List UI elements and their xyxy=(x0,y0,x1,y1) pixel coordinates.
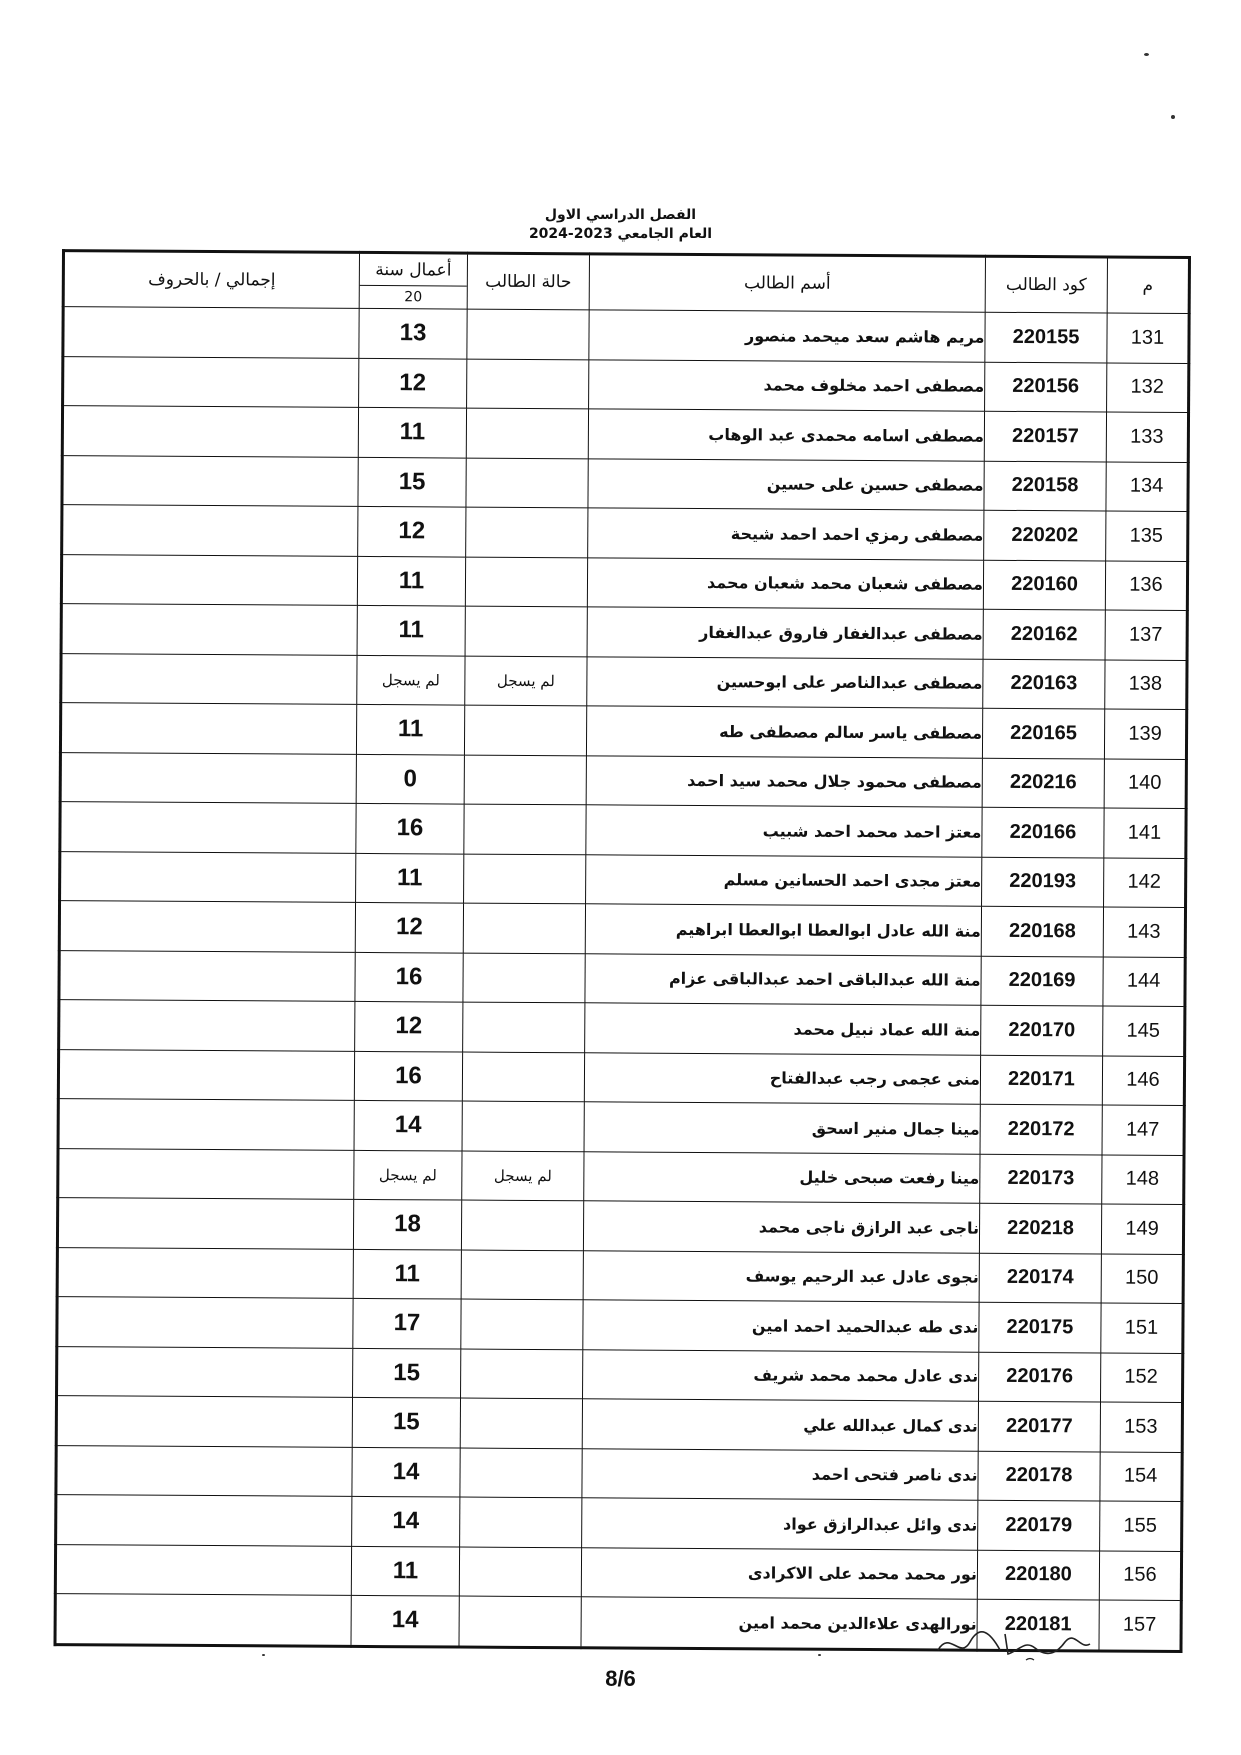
student-code: 220168 xyxy=(981,906,1103,956)
table-row xyxy=(62,406,1188,462)
student-status xyxy=(467,309,589,359)
student-code: 220177 xyxy=(978,1401,1100,1451)
page-number: 8/6 xyxy=(605,1666,636,1691)
year-work-score: لم يسجل xyxy=(354,1150,462,1200)
table-row xyxy=(58,1148,1184,1204)
total-in-words xyxy=(58,1049,354,1100)
total-in-words xyxy=(56,1396,352,1447)
student-name: منة الله عماد نبيل محمد xyxy=(585,1003,981,1055)
year-work-score: 12 xyxy=(358,506,466,556)
total-in-words xyxy=(57,1247,353,1298)
total-in-words xyxy=(58,1148,354,1199)
row-index: 145 xyxy=(1103,1006,1185,1056)
table-row xyxy=(56,1396,1182,1452)
student-name: مصطفى حسين على حسين xyxy=(588,458,984,510)
year-work-score: 11 xyxy=(356,704,464,754)
student-name: ندى طه عبدالحميد احمد امين xyxy=(583,1300,979,1352)
student-name: مينا رفعت صبحى خليل xyxy=(584,1151,980,1203)
year-work-score: 12 xyxy=(355,1001,463,1051)
row-index: 136 xyxy=(1105,560,1187,610)
year-work-score: 14 xyxy=(352,1496,460,1546)
student-name: معتز مجدى احمد الحسانين مسلم xyxy=(586,854,982,906)
year-work-label: أعمال سنة xyxy=(360,254,467,286)
total-in-words xyxy=(55,1594,351,1646)
year-work-score: 11 xyxy=(357,556,465,606)
table-row xyxy=(59,1000,1185,1056)
total-in-words xyxy=(61,604,357,655)
academic-year: العام الجامعي 2023-2024 xyxy=(528,226,713,242)
year-work-score: 11 xyxy=(356,853,464,903)
table-header-row xyxy=(63,251,1189,314)
row-index: 144 xyxy=(1103,956,1185,1006)
row-index: 143 xyxy=(1103,907,1185,957)
student-status xyxy=(463,903,585,953)
student-status xyxy=(459,1596,581,1647)
table-row xyxy=(59,901,1185,957)
row-index: 134 xyxy=(1106,461,1188,511)
table-row xyxy=(58,1099,1184,1155)
column-header-year-work xyxy=(359,252,467,309)
student-name: مصطفى عبدالناصر على ابوحسين xyxy=(587,656,983,708)
student-code: 220179 xyxy=(978,1500,1100,1550)
table-row xyxy=(60,851,1186,907)
year-work-score: 15 xyxy=(353,1348,461,1398)
total-in-words xyxy=(59,901,355,952)
row-index: 155 xyxy=(1100,1501,1182,1551)
total-in-words xyxy=(57,1346,353,1397)
student-code: 220181 xyxy=(977,1599,1099,1650)
row-index: 146 xyxy=(1102,1055,1184,1105)
year-work-max: 20 xyxy=(404,288,423,305)
student-name: ناجى عبد الرازق ناجى محمد xyxy=(583,1201,979,1253)
total-in-words xyxy=(61,554,357,605)
student-status xyxy=(464,804,586,854)
row-index: 147 xyxy=(1102,1105,1184,1155)
total-in-words xyxy=(60,703,356,754)
year-work-score: 16 xyxy=(356,803,464,853)
student-code: 220193 xyxy=(982,857,1104,907)
table-row xyxy=(63,356,1189,412)
total-in-words xyxy=(56,1445,352,1496)
year-work-score: 0 xyxy=(356,754,464,804)
row-index: 149 xyxy=(1101,1204,1183,1254)
column-header-code: كود الطالب xyxy=(985,256,1107,313)
student-name: نجوى عادل عبد الرحيم يوسف xyxy=(583,1250,979,1302)
table-row xyxy=(58,1049,1184,1105)
student-code: 220160 xyxy=(983,560,1105,610)
student-name: مصطفى شعبان محمد شعبان محمد xyxy=(587,557,983,609)
student-status xyxy=(460,1448,582,1498)
student-status xyxy=(467,359,589,409)
student-code: 220176 xyxy=(979,1352,1101,1402)
student-status xyxy=(463,1002,585,1052)
student-status xyxy=(466,408,588,458)
student-status xyxy=(464,755,586,805)
student-name: ندى كمال عبدالله علي xyxy=(582,1399,978,1451)
student-status xyxy=(466,458,588,508)
total-in-words xyxy=(55,1544,351,1595)
student-code: 220155 xyxy=(985,312,1107,362)
total-in-words xyxy=(61,653,357,704)
year-work-score: 11 xyxy=(351,1546,459,1596)
student-status xyxy=(465,557,587,607)
student-code: 220166 xyxy=(982,807,1104,857)
student-name: ندى عادل محمد محمد شريف xyxy=(583,1349,979,1401)
scan-speck xyxy=(1171,115,1175,119)
student-code: 220172 xyxy=(980,1104,1102,1154)
table-row xyxy=(62,455,1188,511)
year-work-score: 12 xyxy=(355,902,463,952)
table-row xyxy=(63,307,1189,363)
student-status: لم يسجل xyxy=(462,1151,584,1201)
student-name: نور محمد محمد على الاكرادى xyxy=(581,1547,977,1599)
row-index: 141 xyxy=(1104,808,1186,858)
student-name: مصطفى عبدالغفار فاروق عبدالغفار xyxy=(587,607,983,659)
student-status xyxy=(466,507,588,557)
table-body xyxy=(55,307,1189,1651)
student-status xyxy=(461,1349,583,1399)
table-row xyxy=(60,703,1186,759)
student-code: 220180 xyxy=(977,1550,1099,1600)
year-work-score: 14 xyxy=(352,1447,460,1497)
year-work-score: 14 xyxy=(354,1100,462,1150)
table-row xyxy=(55,1544,1181,1600)
student-code: 220157 xyxy=(984,411,1106,461)
row-index: 138 xyxy=(1105,659,1187,709)
year-work-score: 16 xyxy=(355,952,463,1002)
student-status xyxy=(465,606,587,656)
scan-speck xyxy=(262,1654,265,1656)
total-in-words xyxy=(59,950,355,1001)
row-index: 151 xyxy=(1101,1303,1183,1353)
row-index: 135 xyxy=(1106,511,1188,561)
total-in-words xyxy=(60,851,356,902)
student-name: نورالهدى علاءالدين محمد امين xyxy=(581,1597,977,1650)
grades-table xyxy=(53,249,1191,1652)
student-code: 220175 xyxy=(979,1302,1101,1352)
student-status xyxy=(462,1052,584,1102)
total-in-words xyxy=(62,406,358,457)
student-status xyxy=(463,953,585,1003)
total-in-words xyxy=(60,752,356,803)
document-heading xyxy=(0,206,1241,244)
column-header-index: م xyxy=(1107,257,1189,313)
row-index: 132 xyxy=(1107,362,1189,412)
year-work-score: 15 xyxy=(352,1397,460,1447)
student-name: منى عجمى رجب عبدالفتاح xyxy=(584,1052,980,1104)
total-in-words xyxy=(62,455,358,506)
student-status xyxy=(462,1101,584,1151)
year-work-score: 18 xyxy=(353,1199,461,1249)
year-work-score: 11 xyxy=(353,1249,461,1299)
row-index: 156 xyxy=(1099,1550,1181,1600)
student-status: لم يسجل xyxy=(465,656,587,706)
total-in-words xyxy=(59,1000,355,1051)
total-in-words xyxy=(60,802,356,853)
student-code: 220202 xyxy=(984,510,1106,560)
student-status xyxy=(461,1299,583,1349)
total-in-words xyxy=(57,1297,353,1348)
table-row xyxy=(61,604,1187,660)
student-code: 220174 xyxy=(979,1253,1101,1303)
scan-speck xyxy=(1144,53,1149,56)
table-row xyxy=(61,554,1187,610)
year-work-score: 16 xyxy=(354,1051,462,1101)
total-in-words xyxy=(62,505,358,556)
table-row xyxy=(59,950,1185,1006)
student-code: 220163 xyxy=(983,659,1105,709)
column-header-status: حالة الطالب xyxy=(467,253,589,310)
student-code: 220173 xyxy=(980,1154,1102,1204)
row-index: 142 xyxy=(1104,857,1186,907)
total-in-words xyxy=(56,1495,352,1546)
year-work-score: 14 xyxy=(351,1595,459,1646)
row-index: 137 xyxy=(1105,610,1187,660)
table-row xyxy=(56,1495,1182,1551)
column-header-name: أسم الطالب xyxy=(589,254,985,312)
student-name: مصطفى رمزي احمد احمد شيحة xyxy=(588,508,984,560)
total-in-words xyxy=(63,356,359,407)
table-row xyxy=(60,752,1186,808)
table-row xyxy=(57,1198,1183,1254)
row-index: 148 xyxy=(1102,1154,1184,1204)
year-work-score: 12 xyxy=(359,358,467,408)
signature xyxy=(930,1620,1100,1670)
row-index: 152 xyxy=(1100,1352,1182,1402)
student-code: 220165 xyxy=(982,708,1104,758)
student-name: مصطفى ياسر سالم مصطفى طه xyxy=(586,706,982,758)
row-index: 154 xyxy=(1100,1451,1182,1501)
student-status xyxy=(464,854,586,904)
total-in-words xyxy=(63,307,359,358)
table-row xyxy=(57,1247,1183,1303)
table-row xyxy=(57,1297,1183,1353)
scan-speck xyxy=(818,1654,821,1656)
student-code: 220216 xyxy=(982,758,1104,808)
row-index: 140 xyxy=(1104,758,1186,808)
student-name: مينا جمال منير اسحق xyxy=(584,1102,980,1154)
row-index: 157 xyxy=(1099,1600,1181,1651)
row-index: 131 xyxy=(1107,313,1189,363)
year-work-score: لم يسجل xyxy=(357,655,465,705)
row-index: 139 xyxy=(1104,709,1186,759)
student-code: 220158 xyxy=(984,461,1106,511)
student-status xyxy=(460,1497,582,1547)
student-status xyxy=(461,1200,583,1250)
student-code: 220178 xyxy=(978,1451,1100,1501)
student-code: 220218 xyxy=(979,1203,1101,1253)
student-name: منة الله عبدالباقى احمد عبدالباقى عزام xyxy=(585,953,981,1005)
row-index: 133 xyxy=(1106,412,1188,462)
table-row xyxy=(57,1346,1183,1402)
student-name: ندى ناصر فتحى احمد xyxy=(582,1448,978,1500)
table-row xyxy=(62,505,1188,561)
total-in-words xyxy=(58,1099,354,1150)
table-row xyxy=(60,802,1186,858)
row-index: 153 xyxy=(1100,1402,1182,1452)
year-work-score: 15 xyxy=(358,457,466,507)
student-name: معتز احمد محمد احمد شبيب xyxy=(586,805,982,857)
student-status xyxy=(461,1250,583,1300)
student-name: منة الله عادل ابوالعطا ابوالعطا ابراهيم xyxy=(585,904,981,956)
student-code: 220162 xyxy=(983,609,1105,659)
student-code: 220170 xyxy=(981,1005,1103,1055)
student-name: مريم هاشم سعد ميحمد منصور xyxy=(589,310,985,362)
student-name: مصطفى اسامه محمدى عبد الوهاب xyxy=(588,409,984,461)
year-work-score: 11 xyxy=(357,605,465,655)
total-in-words xyxy=(57,1198,353,1249)
student-code: 220171 xyxy=(980,1055,1102,1105)
table-row xyxy=(56,1445,1182,1501)
student-code: 220169 xyxy=(981,956,1103,1006)
student-name: مصطفى احمد مخلوف محمد xyxy=(589,359,985,411)
column-header-total: إجمالي / بالحروف xyxy=(63,251,359,309)
student-name: مصطفى محمود جلال محمد سيد احمد xyxy=(586,755,982,807)
table-row xyxy=(61,653,1187,709)
year-work-score: 11 xyxy=(358,407,466,457)
student-code: 220156 xyxy=(985,362,1107,412)
student-status xyxy=(460,1398,582,1448)
student-name: ندى وائل عبدالرازق عواد xyxy=(582,1498,978,1550)
year-work-score: 13 xyxy=(359,308,467,358)
student-status xyxy=(464,705,586,755)
year-work-score: 17 xyxy=(353,1298,461,1348)
student-status xyxy=(459,1547,581,1597)
row-index: 150 xyxy=(1101,1253,1183,1303)
semester-title: الفصل الدراسي الاول xyxy=(544,207,697,223)
